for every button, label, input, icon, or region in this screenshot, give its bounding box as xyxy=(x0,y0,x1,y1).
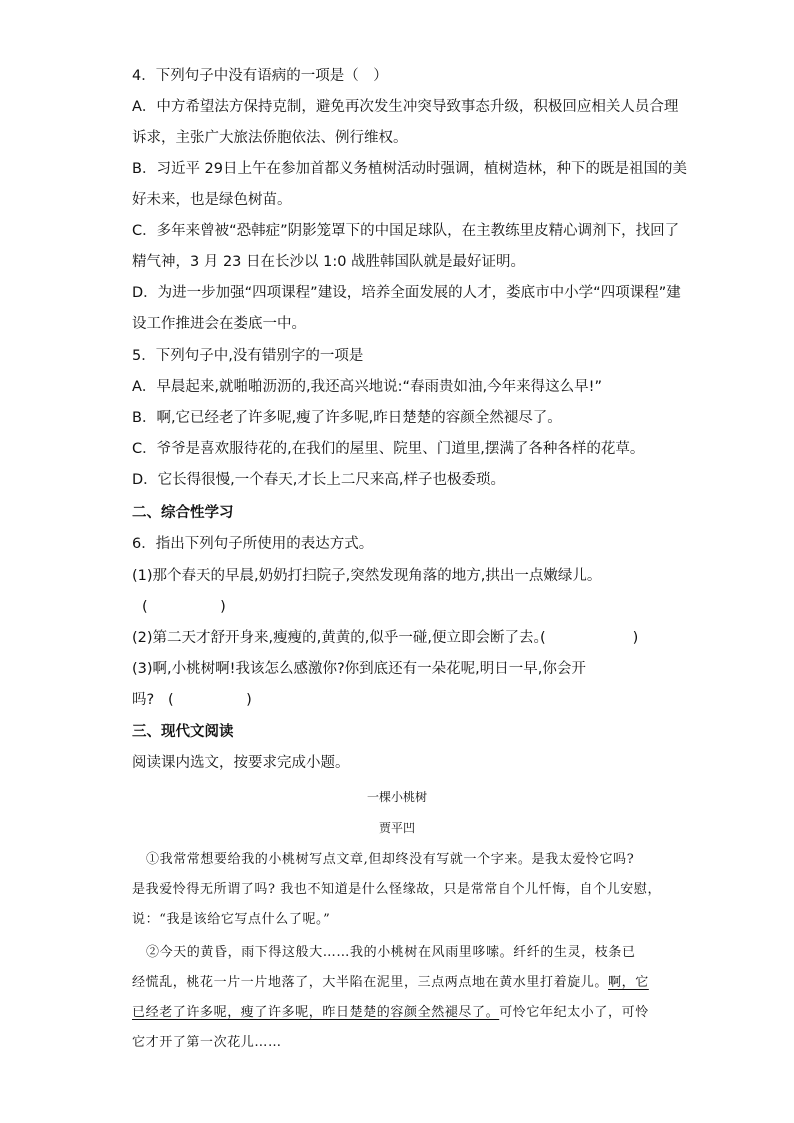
q6-stem: 6．指出下列句子所使用的表达方式。 xyxy=(132,536,374,552)
q6-sentence-2: (2)第二天才舒开身来,瘦瘦的,黄黄的,似乎一碰,便立即会断了去。 xyxy=(132,630,548,646)
q4-option-c-line2: 精气神，3 月 23 日在长沙以 1:0 战胜韩国队就是最好证明。 xyxy=(132,254,526,270)
q4-option-a-line2: 诉求，主张广大旅法侨胞依法、例行维权。 xyxy=(132,130,408,146)
paragraph-2-line2-text: 经慌乱，桃花一片一片地落了，大半陷在泥里，三点两点地在黄水里打着旋儿。 xyxy=(132,975,609,990)
q6-sentence-1: (1)那个春天的早晨,奶奶打扫院子,突然发现角落的地方,拱出一点嫩绿儿。 xyxy=(132,568,602,584)
q4-option-d-line1: D．为进一步加强“四项课程”建设，培养全面发展的人才，娄底市中小学“四项课程”建 xyxy=(132,285,681,301)
q4-option-b-line2: 好未来，也是绿色树苗。 xyxy=(132,192,292,208)
q4-option-b-line1: B．习近平 29日上午在参加首都义务植树活动时强调，植树造林，种下的既是祖国的美 xyxy=(132,161,688,177)
q6-answer-blank-2[interactable]: ( ) xyxy=(540,630,639,646)
paragraph-2-line3 xyxy=(132,1003,649,1023)
underlined-sentence-end: 已经老了许多呢，瘦了许多呢，昨日楚楚的容颜全然褪尽了。 xyxy=(132,1005,500,1020)
paragraph-2-line1: ②今天的黄昏，雨下得这般大……我的小桃树在风雨里哆嗦。纤纤的生灵，枝条已 xyxy=(146,945,636,960)
q5-option-a: A．早晨起来,就啪啪沥沥的,我还高兴地说:“春雨贵如油,今年来得这么早!” xyxy=(132,379,602,395)
article-title: 一棵小桃树 xyxy=(366,790,427,804)
reading-instruction: 阅读课内选文，按要求完成小题。 xyxy=(132,755,350,771)
paragraph-1-line1: ①我常常想要给我的小桃树写点文章,但却终没有写就一个字来。是我太爱怜它吗? xyxy=(146,852,635,867)
paragraph-2-line4: 它才开了第一次花儿…… xyxy=(132,1035,282,1050)
paragraph-2-line3-text: 可怜它年纪太小了，可怜 xyxy=(499,1005,649,1020)
q6-answer-blank-3[interactable]: ( ) xyxy=(168,692,252,708)
underlined-sentence-start: 啊，它 xyxy=(608,975,649,990)
paragraph-2-line2 xyxy=(132,973,649,993)
section3-title: 三、现代文阅读 xyxy=(132,724,234,740)
q4-option-a-line1: A．中方希望法方保持克制，避免再次发生冲突导致事态升级，积极回应相关人员合理 xyxy=(132,99,679,115)
q4-option-c-line1: C．多年来曾被“恐韩症”阴影笼罩下的中国足球队，在主教练里皮精心调剂下，找回了 xyxy=(132,223,680,239)
q4-stem: 4．下列句子中没有语病的一项是（ ） xyxy=(132,68,388,84)
section2-title: 二、综合性学习 xyxy=(132,505,234,521)
q6-answer-blank-1[interactable]: ( ) xyxy=(142,599,226,615)
article-author: 贾平凹 xyxy=(378,821,415,835)
paragraph-1-line3: 说：“我是该给它写点什么了呢。” xyxy=(132,912,331,927)
q6-sentence-3-line2: 吗? xyxy=(132,692,155,708)
q5-option-c: C．爷爷是喜欢服待花的,在我们的屋里、院里、门道里,摆满了各种各样的花草。 xyxy=(132,441,645,457)
q6-sentence-3-line1: (3)啊,小桃树啊!我该怎么感激你?你到底还有一朵花呢,明日一早,你会开 xyxy=(132,661,586,677)
paragraph-1-line2: 是我爱怜得无所谓了吗? 我也不知道是什么怪缘故，只是常常自个儿忏悔，自个儿安慰， xyxy=(132,882,662,897)
q4-option-d-line2: 设工作推进会在娄底一中。 xyxy=(132,316,306,332)
q5-option-b: B．啊,它已经老了许多呢,瘦了许多呢,昨日楚楚的容颜全然褪尽了。 xyxy=(132,410,562,426)
q5-stem: 5．下列句子中,没有错别字的一项是 xyxy=(132,348,364,364)
q5-option-d: D．它长得很慢,一个春天,才长上二尺来高,样子也极委琐。 xyxy=(132,472,505,488)
